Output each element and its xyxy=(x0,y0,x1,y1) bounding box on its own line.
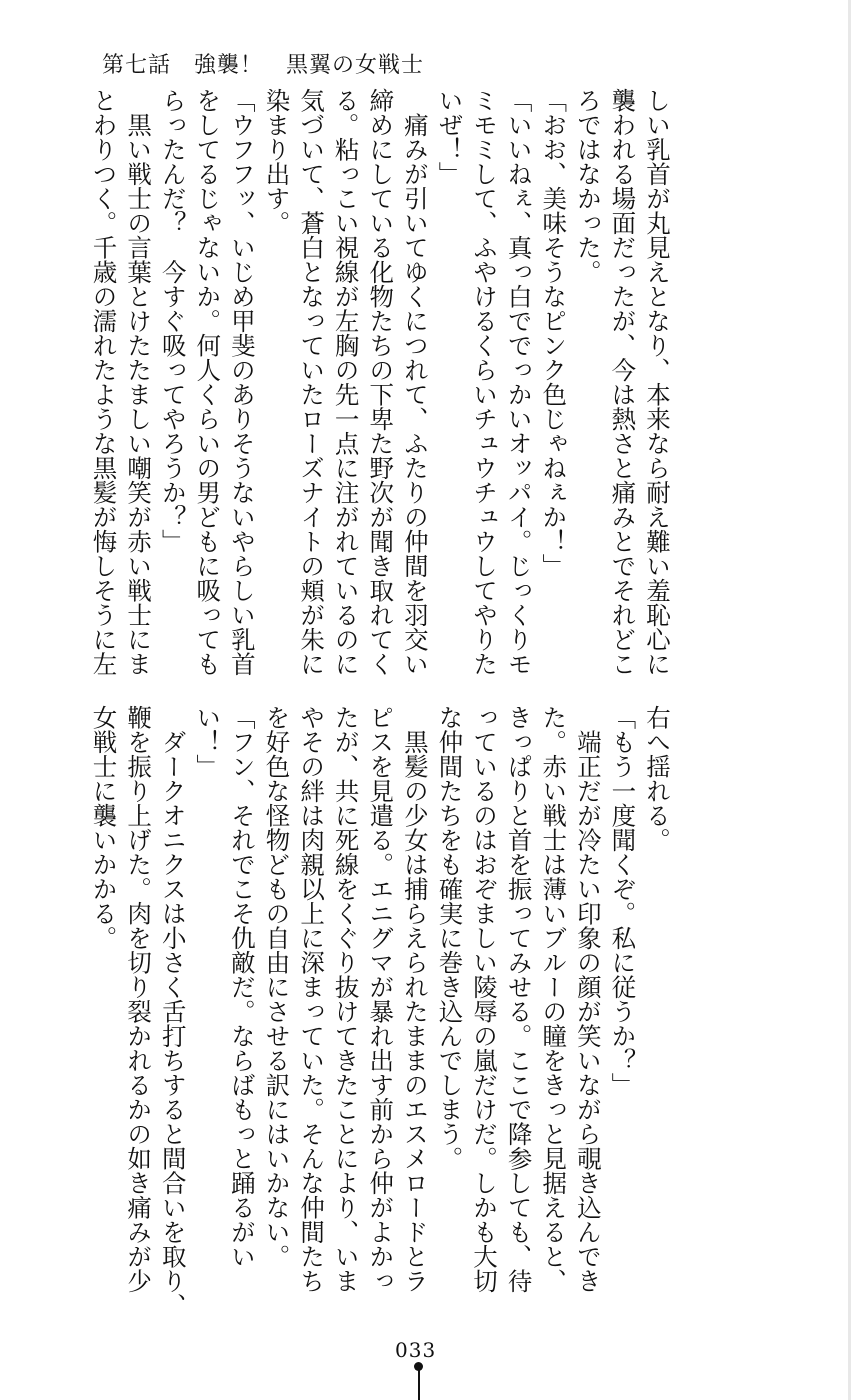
text-column: ダークオニクスは小さく舌打ちすると間合いを取り、 xyxy=(158,705,188,1318)
top-text-tier xyxy=(84,88,674,688)
page-marker-line xyxy=(418,1368,420,1400)
text-column: 気づいて、蒼白となっていたローズナイトの頬が朱に xyxy=(297,88,327,676)
text-column: らったんだ？ 今すぐ吸ってやろうか？」 xyxy=(158,88,188,554)
text-column: な仲間たちをも確実に巻き込んでしまう。 xyxy=(435,705,465,1171)
text-column: 黒い戦士の言葉とけたたましい嘲笑が赤い戦士にま xyxy=(124,88,154,676)
bottom-text-tier xyxy=(84,705,674,1325)
text-column: 「フン、それでこそ仇敵だ。ならばもっと踊るがい xyxy=(227,705,257,1269)
text-column: ミモミして、ふやけるくらいチュウチュウしてやりた xyxy=(470,88,500,676)
page-number: 033 xyxy=(395,1338,437,1362)
text-column: ろではなかった。 xyxy=(573,88,603,284)
text-column: っているのはおぞましい陵辱の嵐だけだ。しかも大切 xyxy=(470,705,500,1293)
text-column: 「いいねぇ、真っ白ででっかいオッパイ。じっくりモ xyxy=(504,88,534,676)
text-column: 痛みが引いてゆくにつれて、ふたりの仲間を羽交い xyxy=(400,88,430,676)
text-column: を好色な怪物どもの自由にさせる訳にはいかない。 xyxy=(262,705,292,1269)
text-column: 端正だが冷たい印象の顔が笑いながら覗き込んでき xyxy=(573,705,603,1293)
chapter-header: 第七話 強襲！ 黒翼の女戦士 xyxy=(102,53,425,78)
text-column: 「ウフフッ、いじめ甲斐のありそうないやらしい乳首 xyxy=(227,88,257,676)
text-column: 襲われる場面だったが、今は熱さと痛みとでそれどこ xyxy=(608,88,638,676)
text-column: しい乳首が丸見えとなり、本来なら耐え難い羞恥心に xyxy=(643,88,672,676)
text-column: 右へ揺れる。 xyxy=(643,705,672,852)
text-column: をしてるじゃないか。何人くらいの男どもに吸っても xyxy=(193,88,223,676)
text-column: ピスを見遣る。エニグマが暴れ出す前から仲がよかっ xyxy=(366,705,396,1293)
text-column: とわりつく。千歳の濡れたような黒髪が悔しそうに左 xyxy=(89,88,119,676)
text-column: きっぱりと首を振ってみせる。ここで降参しても、待 xyxy=(504,705,534,1293)
text-column: 鞭を振り上げた。肉を切り裂かれるかの如き痛みが少 xyxy=(124,705,154,1293)
text-column: 「おお、美味そうなピンク色じゃねぇか！」 xyxy=(539,88,569,578)
text-column: 締めにしている化物たちの下卑た野次が聞き取れてく xyxy=(366,88,396,676)
text-column: いぜ！」 xyxy=(435,88,465,186)
text-column: る。粘っこい視線が左胸の先一点に注がれているのに xyxy=(331,88,361,676)
text-column: 黒髪の少女は捕らえられたままのエスメロードとラ xyxy=(400,705,430,1293)
text-column: 染まり出す。 xyxy=(262,88,292,235)
text-column: 「もう一度聞くぞ。私に従うか？」 xyxy=(608,705,638,1097)
text-column: たが、共に死線をくぐり抜けてきたことにより、いま xyxy=(331,705,361,1293)
text-column: た。赤い戦士は薄いブルーの瞳をきっと見据えると、 xyxy=(539,705,569,1293)
text-column: やその絆は肉親以上に深まっていた。そんな仲間たち xyxy=(297,705,327,1293)
text-column: い！」 xyxy=(193,705,223,779)
text-column: 女戦士に襲いかかる。 xyxy=(89,705,119,950)
